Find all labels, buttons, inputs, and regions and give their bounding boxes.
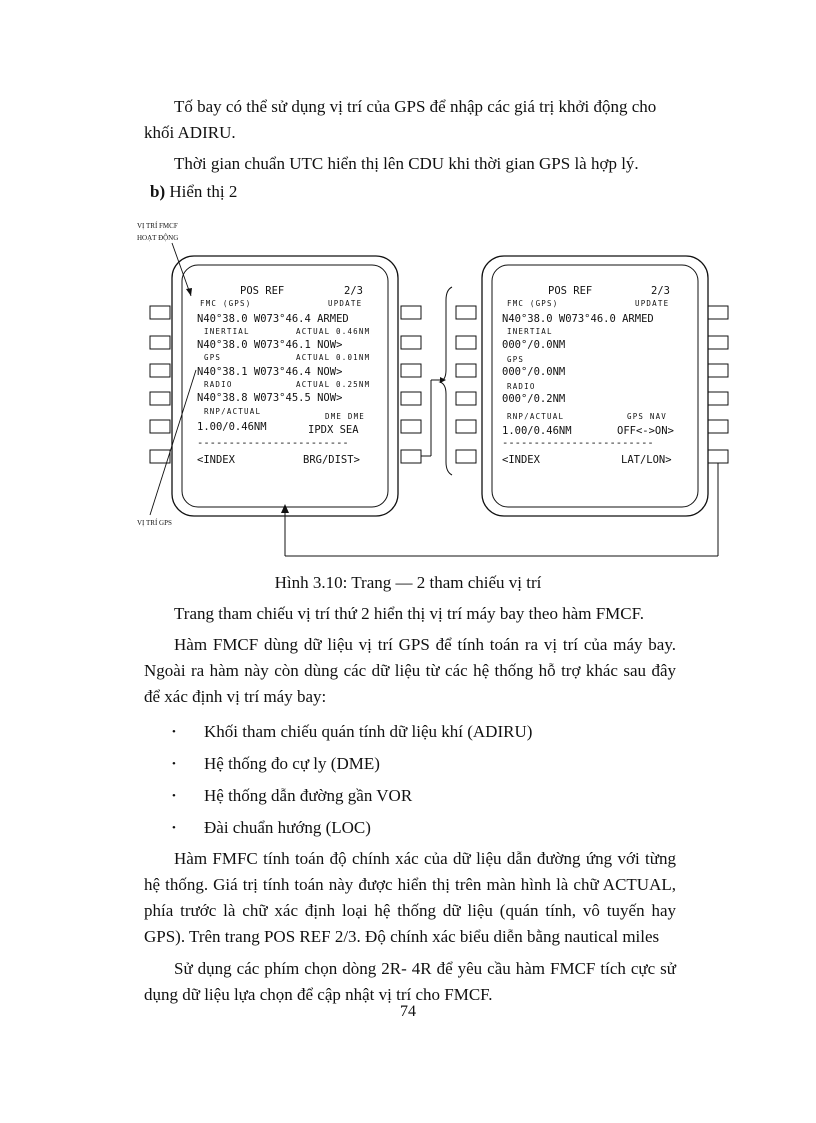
left-l5-value: 1.00/0.46NM bbox=[197, 421, 267, 433]
left-l3-value: N40°38.1 W073°46.4 NOW> bbox=[197, 366, 343, 378]
section-title: Hiển thị 2 bbox=[169, 182, 238, 201]
right-l1-label-r: UPDATE bbox=[635, 299, 670, 308]
right-separator: ------------------------ bbox=[502, 437, 654, 449]
left-l1-label-r: UPDATE bbox=[328, 299, 363, 308]
left-cdu-page: 2/3 bbox=[344, 285, 363, 297]
bullet-item: • Khối tham chiếu quán tính dữ liệu khí (ADIRU) bbox=[172, 720, 532, 744]
left-l3-label-r: ACTUAL 0.01NM bbox=[296, 353, 371, 362]
paragraph-1-line-1: Tố bay có thể sử dụng vị trí của GPS để nhập các giá trị khởi động cho bbox=[174, 97, 657, 116]
bullet-dot-icon: • bbox=[172, 790, 176, 802]
bullet-item: • Đài chuẩn hướng (LOC) bbox=[172, 816, 371, 840]
right-l2-value: 000°/0.0NM bbox=[502, 339, 566, 351]
right-l5-label: RNP/ACTUAL bbox=[507, 412, 565, 421]
right-l5-value: 1.00/0.46NM bbox=[502, 425, 572, 437]
note-fmcf-active-2: HOẠT ĐỘNG bbox=[137, 234, 179, 242]
section-letter: b) bbox=[150, 182, 166, 201]
right-lat-lon: LAT/LON> bbox=[621, 454, 672, 466]
left-l3-label: GPS bbox=[204, 353, 222, 362]
paragraph-6: Sử dụng các phím chọn dòng 2R- 4R để yêu cầu hàm FMCF tích cực sử dụng dữ liệu lựa chọn để cập nhật vị trí cho FMCF. bbox=[144, 959, 676, 1004]
left-index: <INDEX bbox=[197, 454, 235, 466]
right-l1-label: FMC (GPS) bbox=[507, 299, 559, 308]
right-cdu-page: 2/3 bbox=[651, 285, 670, 297]
paragraph-3: Trang tham chiếu vị trí thứ 2 hiển thị vị trí máy bay theo hàm FMCF. bbox=[174, 604, 644, 623]
figure-caption: Hình 3.10: Trang — 2 tham chiếu vị trí bbox=[274, 573, 542, 592]
left-l1-label: FMC (GPS) bbox=[200, 299, 252, 308]
left-l4-label: RADIO bbox=[204, 380, 233, 389]
left-l4-label-r: ACTUAL 0.25NM bbox=[296, 380, 371, 389]
right-l5-label-r: GPS NAV bbox=[627, 412, 668, 421]
left-l2-value: N40°38.0 W073°46.1 NOW> bbox=[197, 339, 343, 351]
right-cdu bbox=[456, 256, 728, 516]
left-l2-label-r: ACTUAL 0.46NM bbox=[296, 327, 371, 336]
bullet-dot-icon: • bbox=[172, 758, 176, 770]
right-l3-value: 000°/0.0NM bbox=[502, 366, 566, 378]
right-index: <INDEX bbox=[502, 454, 540, 466]
left-l5-label-r: DME DME bbox=[325, 412, 366, 421]
left-l5-value-r: IPDX SEA bbox=[308, 424, 359, 436]
right-cdu-title: POS REF bbox=[548, 285, 593, 297]
left-l2-label: INERTIAL bbox=[204, 327, 250, 336]
right-l2-label: INERTIAL bbox=[507, 327, 553, 336]
bullet-dot-icon: • bbox=[172, 726, 176, 738]
left-brg-dist: BRG/DIST> bbox=[303, 454, 360, 466]
right-l4-label: RADIO bbox=[507, 382, 536, 391]
note-gps-position: VỊ TRÍ GPS bbox=[137, 519, 172, 527]
right-l4-value: 000°/0.2NM bbox=[502, 393, 566, 405]
paragraph-2: Thời gian chuẩn UTC hiển thị lên CDU khi thời gian GPS là hợp lý. bbox=[174, 154, 639, 173]
left-l4-value: N40°38.8 W073°45.5 NOW> bbox=[197, 392, 343, 404]
bullet-dot-icon: • bbox=[172, 822, 176, 834]
right-l1-value: N40°38.0 W073°46.0 ARMED bbox=[502, 313, 654, 325]
left-l1-value: N40°38.0 W073°46.4 ARMED bbox=[197, 313, 349, 325]
section-heading bbox=[150, 180, 237, 204]
note-fmcf-active-1: VỊ TRÍ FMCF bbox=[137, 222, 178, 230]
paragraph-5: Hàm FMFC tính toán độ chính xác của dữ liệu dẫn đường ứng với từng hệ thống. Giá trị tính toán này được hiển thị trên màn hình là chữ ACTUAL, phía trước là chữ xác định loại hệ thống dữ liệu (quán tính, vô tuyến hay GPS). Trên trang POS REF 2/3. Độ chính xác biểu diễn bằng nautical miles bbox=[144, 849, 676, 946]
bullet-item: • Hệ thống đo cự ly (DME) bbox=[172, 752, 380, 776]
left-cdu bbox=[150, 256, 421, 516]
paragraph-4: Hàm FMCF dùng dữ liệu vị trí GPS để tính toán ra vị trí của máy bay. Ngoài ra hàm này còn dùng các dữ liệu từ các hệ thống hỗ trợ khác sau đây để xác định vị trí máy bay: bbox=[144, 635, 676, 706]
right-gps-nav-toggle: OFF<->ON> bbox=[617, 425, 674, 437]
left-l5-label: RNP/ACTUAL bbox=[204, 407, 262, 416]
right-l3-label: GPS bbox=[507, 355, 525, 364]
left-separator: ------------------------ bbox=[197, 437, 349, 449]
left-cdu-title: POS REF bbox=[240, 285, 285, 297]
paragraph-1-line-2: khối ADIRU. bbox=[144, 123, 236, 142]
bullet-item: • Hệ thống dẫn đường gần VOR bbox=[172, 784, 412, 808]
page-number: 74 bbox=[400, 1003, 416, 1020]
